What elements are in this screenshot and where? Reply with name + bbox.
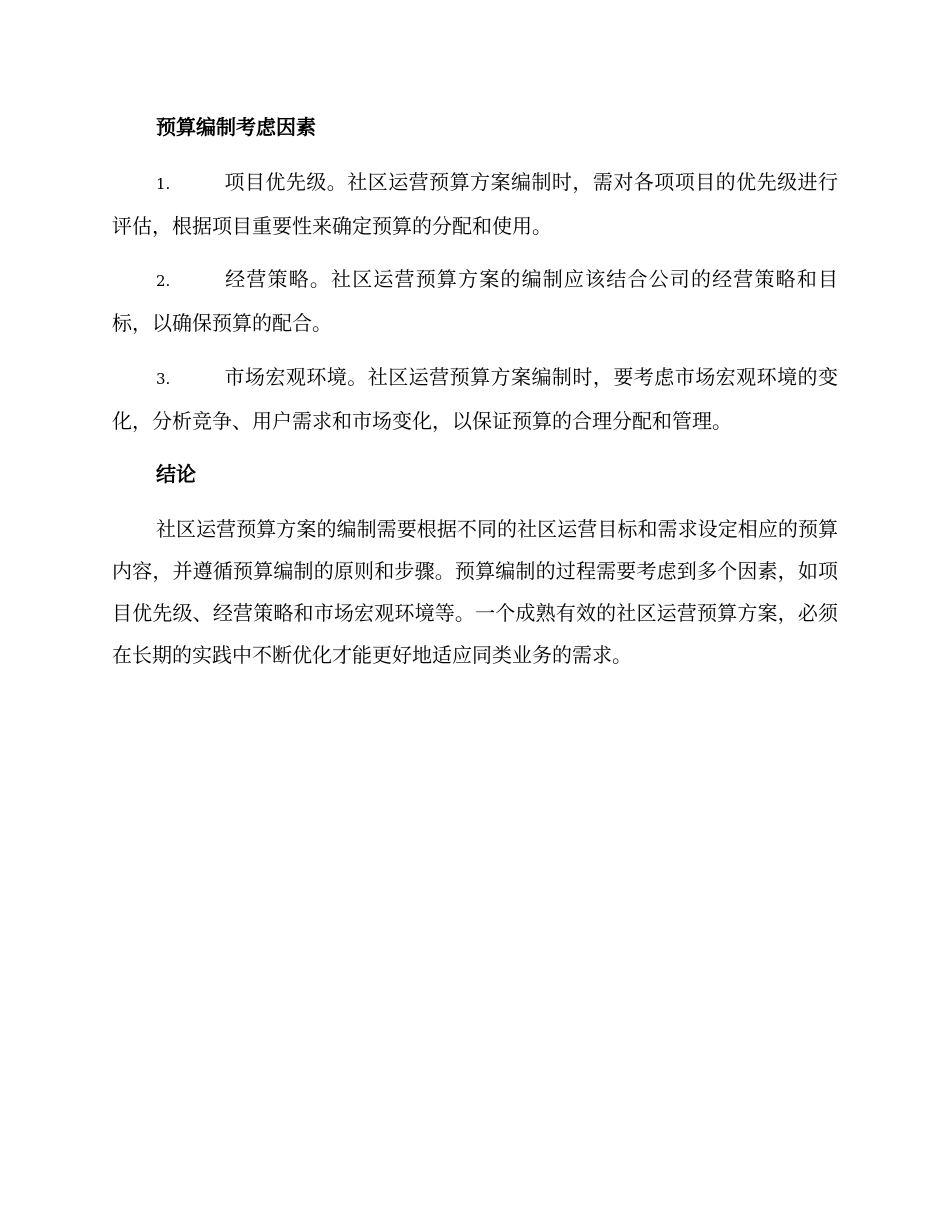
list-item bbox=[112, 161, 838, 247]
list-item-text: 经营策略。社区运营预算方案的编制应该结合公司的经营策略和目标，以确保预算的配合。 bbox=[112, 267, 838, 335]
conclusion-paragraph: 社区运营预算方案的编制需要根据不同的社区运营目标和需求设定相应的预算内容，并遵循预算编制的原则和步骤。预算编制的过程需要考虑到多个因素，如项目优先级、经营策略和市场宏观环境等。一个成熟有效的社区运营预算方案，必须在长期的实践中不断优化才能更好地适应同类业务的需求。 bbox=[112, 517, 838, 667]
list-item-number: 1. bbox=[156, 175, 171, 193]
list-item bbox=[112, 356, 838, 442]
section-heading-conclusion: 结论 bbox=[156, 462, 196, 486]
list-item-number: 3. bbox=[156, 370, 171, 388]
list-item bbox=[112, 258, 838, 344]
list-item-text: 市场宏观环境。社区运营预算方案编制时，要考虑市场宏观环境的变化，分析竞争、用户需求和市场变化，以保证预算的合理分配和管理。 bbox=[112, 365, 838, 433]
section-heading-budget-factors: 预算编制考虑因素 bbox=[156, 115, 316, 139]
list-item-number: 2. bbox=[156, 272, 171, 290]
list-item-text: 项目优先级。社区运营预算方案编制时，需对各项项目的优先级进行评估，根据项目重要性来确定预算的分配和使用。 bbox=[112, 170, 838, 238]
